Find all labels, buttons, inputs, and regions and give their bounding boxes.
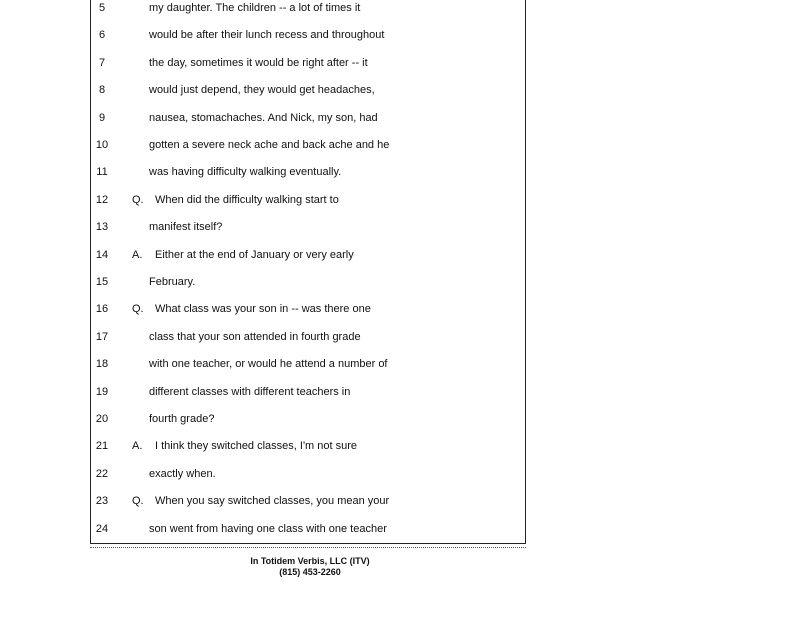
line-text: When did the difficulty walking start to — [155, 193, 339, 206]
speaker-label: A. — [132, 440, 143, 453]
speaker-label: A. — [132, 248, 143, 261]
transcript-line — [0, 299, 800, 319]
page-bottom-rule — [90, 547, 526, 548]
line-text: nausea, stomachaches. And Nick, my son, had — [149, 111, 378, 124]
line-text: fourth grade? — [149, 413, 215, 425]
line-number: 17 — [95, 330, 109, 343]
transcript-line — [0, 217, 800, 237]
line-text: different classes with different teachers in — [149, 385, 351, 398]
line-number: 23 — [95, 495, 109, 508]
transcript-line — [0, 354, 800, 374]
transcript-line — [0, 108, 800, 128]
line-number: 20 — [95, 413, 109, 425]
transcript-line — [0, 190, 800, 210]
line-number: 15 — [95, 276, 109, 288]
line-number: 7 — [98, 56, 106, 69]
line-number: 12 — [95, 193, 109, 206]
transcript-line — [0, 491, 800, 511]
line-text: with one teacher, or would he attend a number of — [149, 358, 388, 371]
transcript-line — [0, 327, 800, 347]
line-number: 22 — [95, 467, 109, 480]
line-text: class that your son attended in fourth grade — [149, 330, 361, 343]
transcript-line — [0, 53, 800, 73]
line-number: 14 — [95, 248, 109, 261]
line-number: 11 — [96, 166, 108, 179]
transcript-line — [0, 135, 800, 155]
line-number: 8 — [98, 84, 106, 97]
line-number: 13 — [95, 221, 109, 234]
speaker-label: Q. — [132, 193, 144, 206]
line-text: manifest itself? — [149, 221, 223, 234]
line-text: would just depend, they would get headaches, — [149, 84, 375, 97]
speaker-label: Q. — [132, 303, 144, 316]
line-number: 24 — [95, 522, 109, 535]
transcript-line — [0, 436, 800, 456]
line-text: I think they switched classes, I'm not sure — [155, 440, 358, 453]
transcript-line — [0, 272, 800, 292]
line-number: 9 — [98, 111, 106, 124]
footer-company: In Totidem Verbis, LLC (ITV) — [250, 556, 370, 566]
line-number: 6 — [98, 29, 106, 42]
line-text: February. — [149, 276, 196, 288]
transcript-line — [0, 162, 800, 182]
line-text: would be after their lunch recess and throughout — [149, 29, 385, 42]
line-number: 18 — [95, 358, 109, 371]
line-number: 10 — [95, 139, 109, 151]
transcript-line — [0, 80, 800, 100]
line-number: 5 — [98, 2, 106, 14]
speaker-label: Q. — [132, 495, 144, 508]
line-text: son went from having one class with one teacher — [149, 522, 387, 535]
transcript-line — [0, 0, 800, 18]
transcript-line — [0, 409, 800, 429]
line-text: the day, sometimes it would be right after -- it — [149, 56, 368, 69]
transcript-line — [0, 519, 800, 539]
line-text: When you say switched classes, you mean your — [155, 495, 390, 508]
line-text: was having difficulty walking eventually. — [149, 166, 342, 179]
line-text: gotten a severe neck ache and back ache and he — [149, 139, 390, 151]
transcript-line — [0, 464, 800, 484]
footer-phone: (815) 453-2260 — [279, 567, 341, 577]
line-number: 16 — [95, 303, 109, 316]
transcript-line — [0, 25, 800, 45]
line-number: 19 — [95, 385, 109, 398]
line-text: Either at the end of January or very early — [155, 248, 354, 261]
line-text: What class was your son in -- was there one — [155, 303, 371, 316]
line-number: 21 — [95, 440, 109, 453]
line-text: exactly when. — [149, 467, 216, 480]
transcript-line — [0, 382, 800, 402]
line-text: my daughter. The children -- a lot of times it — [149, 2, 361, 14]
transcript-line — [0, 245, 800, 265]
